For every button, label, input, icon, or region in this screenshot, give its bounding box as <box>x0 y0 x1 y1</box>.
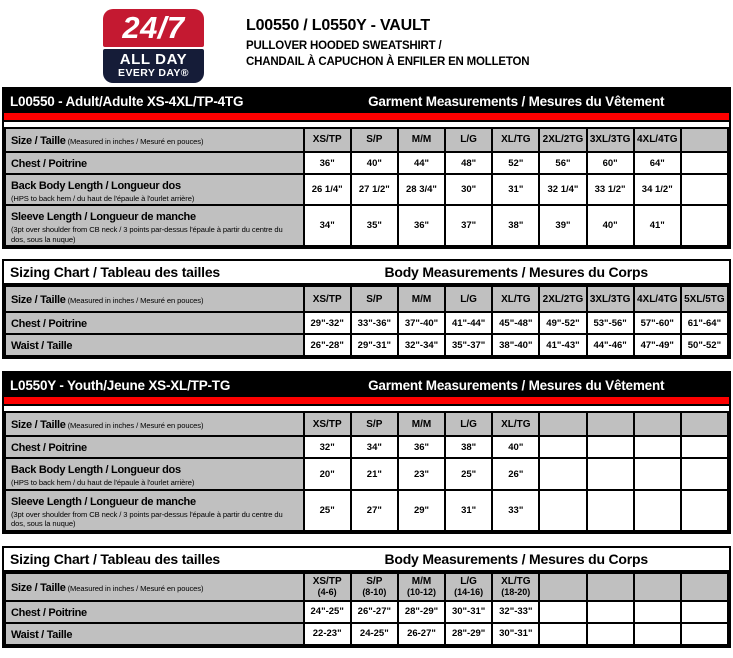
measurement-value-cell <box>681 490 728 531</box>
size-column-label: XL/TG <box>501 134 531 146</box>
measurement-value-cell: 60" <box>587 152 634 174</box>
section-measurements-title: Garment Measurements / Mesures du Vêtement <box>368 377 665 393</box>
measurement-value-cell <box>634 601 681 623</box>
size-column-label: S/P <box>366 293 383 305</box>
youth-body-measurements-table <box>2 546 731 648</box>
sizing-chart-header-row <box>4 261 729 285</box>
measurement-value-cell: 28"-29" <box>398 601 445 623</box>
size-column-header <box>445 128 492 152</box>
size-column-header <box>351 412 398 436</box>
measurement-value-cell: 40" <box>351 152 398 174</box>
measurement-value-cell <box>587 458 634 489</box>
measurement-value-cell: 25" <box>304 490 351 531</box>
size-label: Size / Taille <box>11 294 66 307</box>
measurement-value-cell: 41"-43" <box>539 334 586 356</box>
measurement-label-cell <box>5 174 304 205</box>
measurement-value-cell: 32 1/4" <box>539 174 586 205</box>
measurement-value-cell: 26 1/4" <box>304 174 351 205</box>
adult-garment-measurements-table <box>2 87 731 249</box>
measurement-label-cell <box>5 490 304 531</box>
size-column-label: XS/TP <box>312 575 342 587</box>
section-title: L00550 - Adult/Adulte XS-4XL/TP-4TG <box>10 93 244 109</box>
measurement-value-cell: 29"-32" <box>304 312 351 334</box>
size-column-header <box>492 286 539 312</box>
size-column-header <box>445 573 492 601</box>
size-column-label: XL/TG <box>501 293 531 305</box>
size-column-label: L/G <box>460 418 477 430</box>
size-measure-note: (Measured in inches / Mesuré en pouces) <box>65 583 204 593</box>
size-column-label: M/M <box>411 134 432 146</box>
measurement-note: (3pt over shoulder from CB neck / 3 points par-dessus l'épaule à partir du centre du dos, sous la nuque) <box>11 509 283 529</box>
measurement-value-cell: 32"-34" <box>398 334 445 356</box>
measurement-value-cell <box>587 490 634 531</box>
size-column-header <box>634 412 681 436</box>
measurement-value-cell: 28 3/4" <box>398 174 445 205</box>
size-column-header <box>681 128 728 152</box>
size-column-header <box>304 412 351 436</box>
size-column-range: (14-16) <box>454 587 484 598</box>
measurement-row <box>5 436 728 458</box>
size-column-label: 2XL/2TG <box>542 293 584 305</box>
measurement-value-cell: 29"-31" <box>351 334 398 356</box>
body-measurements-title: Body Measurements / Mesures du Corps <box>384 550 648 567</box>
size-column-label: 2XL/2TG <box>542 134 584 146</box>
section-title: L0550Y - Youth/Jeune XS-XL/TP-TG <box>10 377 231 393</box>
measurement-row <box>5 334 728 356</box>
measurement-label: Sleeve Length / Longueur de manche <box>11 495 196 508</box>
sizing-chart-title: Sizing Chart / Tableau des tailles <box>10 264 220 281</box>
measurement-label: Sleeve Length / Longueur de manche <box>11 211 196 224</box>
measurement-value-cell: 44" <box>398 152 445 174</box>
measurement-value-cell: 49"-52" <box>539 312 586 334</box>
measurement-label: Chest / Poitrine <box>11 318 87 331</box>
size-column-label: L/G <box>460 134 477 146</box>
measurement-value-cell: 24-25" <box>351 623 398 645</box>
measurement-value-cell: 34" <box>304 205 351 246</box>
measurement-value-cell <box>539 458 586 489</box>
measurement-value-cell: 38" <box>445 436 492 458</box>
measurement-value-cell <box>634 623 681 645</box>
size-column-label: M/M <box>411 575 432 587</box>
size-column-header <box>492 128 539 152</box>
size-column-label: 3XL/3TG <box>589 293 631 305</box>
size-header-row <box>5 128 728 152</box>
size-column-header <box>539 128 586 152</box>
measurement-value-cell <box>634 490 681 531</box>
measurement-value-cell: 35" <box>351 205 398 246</box>
size-column-header <box>539 573 586 601</box>
size-column-header <box>634 573 681 601</box>
measurements-grid <box>4 411 729 531</box>
measurements-grid <box>4 572 729 646</box>
body-measurements-title: Body Measurements / Mesures du Corps <box>384 264 648 281</box>
measurement-value-cell: 26"-27" <box>351 601 398 623</box>
measurement-value-cell: 31" <box>445 490 492 531</box>
measurement-value-cell: 37"-40" <box>398 312 445 334</box>
size-column-header <box>351 573 398 601</box>
measurement-label-cell <box>5 623 304 645</box>
size-column-header <box>398 412 445 436</box>
measurement-label-cell <box>5 312 304 334</box>
measurement-value-cell: 50"-52" <box>681 334 728 356</box>
size-column-range: (18-20) <box>501 587 531 598</box>
size-column-label: L/G <box>460 293 477 305</box>
measurement-value-cell: 53"-56" <box>587 312 634 334</box>
size-label-cell <box>5 412 304 436</box>
size-label: Size / Taille <box>11 419 66 432</box>
measurement-value-cell: 27 1/2" <box>351 174 398 205</box>
measurement-value-cell: 36" <box>398 436 445 458</box>
size-column-header <box>681 412 728 436</box>
size-header-row <box>5 286 728 312</box>
measurement-value-cell <box>681 436 728 458</box>
measurement-row <box>5 601 728 623</box>
measurement-value-cell: 45"-48" <box>492 312 539 334</box>
size-column-label: XL/TG <box>501 575 531 587</box>
measurement-row <box>5 312 728 334</box>
measurement-label-cell <box>5 436 304 458</box>
size-column-label: S/P <box>366 575 383 587</box>
size-column-label: M/M <box>411 293 432 305</box>
size-column-header <box>587 573 634 601</box>
measurement-note: (HPS to back hem / du haut de l'épaule à l'ourlet arrière) <box>11 194 195 203</box>
measurement-value-cell: 23" <box>398 458 445 489</box>
size-column-header <box>398 128 445 152</box>
logo-24-7-badge <box>103 9 204 47</box>
measurement-label: Chest / Poitrine <box>11 158 87 170</box>
size-column-label: XS/TP <box>312 418 342 430</box>
size-label-cell <box>5 286 304 312</box>
measurement-value-cell: 26-27" <box>398 623 445 645</box>
measurement-value-cell <box>634 458 681 489</box>
size-label: Size / Taille <box>11 581 66 594</box>
accent-stripe <box>4 113 729 122</box>
product-subtitle-fr: CHANDAIL À CAPUCHON À ENFILER EN MOLLETON <box>246 55 530 68</box>
logo-every-day-text: EVERY DAY® <box>118 67 189 79</box>
size-column-label: M/M <box>411 418 432 430</box>
product-subtitle-en: PULLOVER HOODED SWEATSHIRT / <box>246 40 442 52</box>
measurement-value-cell: 21" <box>351 458 398 489</box>
measurement-value-cell: 44"-46" <box>587 334 634 356</box>
size-measure-note: (Measured in inches / Mesuré en pouces) <box>65 421 204 431</box>
measurement-value-cell: 30" <box>445 174 492 205</box>
measurement-value-cell: 24"-25" <box>304 601 351 623</box>
measurement-value-cell: 34 1/2" <box>634 174 681 205</box>
measurement-note: (3pt over shoulder from CB neck / 3 points par-dessus l'épaule à partir du centre du dos, sous la nuque) <box>11 225 283 244</box>
measurement-value-cell: 29" <box>398 490 445 531</box>
measurement-label-cell <box>5 152 304 174</box>
measurement-value-cell: 38" <box>492 205 539 246</box>
measurement-value-cell <box>681 174 728 205</box>
measurement-value-cell <box>634 436 681 458</box>
measurement-value-cell <box>539 490 586 531</box>
size-column-label: L/G <box>460 575 477 587</box>
measurement-value-cell: 27" <box>351 490 398 531</box>
measurement-row <box>5 205 728 246</box>
measurement-value-cell <box>681 601 728 623</box>
measurement-value-cell: 26"-28" <box>304 334 351 356</box>
size-column-label: S/P <box>366 418 383 430</box>
size-column-header <box>587 128 634 152</box>
measurement-value-cell: 20" <box>304 458 351 489</box>
size-measure-note: (Measured in inches / Mesuré en pouces) <box>65 137 204 146</box>
measurement-label-cell <box>5 601 304 623</box>
product-title: L00550 / L0550Y - VAULT <box>246 17 430 34</box>
size-column-range: (10-12) <box>406 587 436 598</box>
measurement-label: Waist / Taille <box>11 628 73 641</box>
measurement-label-cell <box>5 205 304 246</box>
measurement-value-cell: 31" <box>492 174 539 205</box>
size-column-range: (8-10) <box>362 587 387 598</box>
size-column-label: 5XL/5TG <box>684 293 725 305</box>
size-column-header <box>445 286 492 312</box>
size-column-header <box>304 573 351 601</box>
measurement-value-cell: 41"-44" <box>445 312 492 334</box>
measurement-label-cell <box>5 458 304 489</box>
size-header-row <box>5 573 728 601</box>
size-column-label: 4XL/4TG <box>636 134 678 146</box>
measurement-value-cell: 38"-40" <box>492 334 539 356</box>
measurement-row <box>5 174 728 205</box>
size-column-header <box>681 286 728 312</box>
measurement-value-cell: 61"-64" <box>681 312 728 334</box>
measurement-value-cell <box>681 205 728 246</box>
measurement-value-cell: 40" <box>492 436 539 458</box>
measurement-note: (HPS to back hem / du haut de l'épaule à l'ourlet arrière) <box>11 478 195 488</box>
size-column-label: XS/TP <box>312 293 342 305</box>
measurement-value-cell: 35"-37" <box>445 334 492 356</box>
measurement-value-cell: 47"-49" <box>634 334 681 356</box>
size-column-header <box>492 573 539 601</box>
measurement-row <box>5 458 728 489</box>
product-title-block <box>246 17 529 70</box>
size-column-header <box>587 286 634 312</box>
measurement-label: Back Body Length / Longueur dos <box>11 180 181 192</box>
size-column-label: 3XL/3TG <box>589 134 631 146</box>
measurement-value-cell <box>539 436 586 458</box>
size-label-cell <box>5 573 304 601</box>
brand-logo <box>103 9 204 83</box>
measurements-grid <box>4 285 729 357</box>
size-column-header <box>351 286 398 312</box>
measurement-row <box>5 623 728 645</box>
measurement-value-cell <box>681 152 728 174</box>
measurement-value-cell: 37" <box>445 205 492 246</box>
section-measurements-title: Garment Measurements / Mesures du Vêtement <box>368 93 665 109</box>
measurement-value-cell: 26" <box>492 458 539 489</box>
adult-body-measurements-table <box>2 259 731 359</box>
measurement-label: Chest / Poitrine <box>11 606 87 619</box>
logo-24-7-text: 24/7 <box>122 10 185 45</box>
size-column-header <box>539 286 586 312</box>
measurement-value-cell: 25" <box>445 458 492 489</box>
measurement-value-cell <box>539 601 586 623</box>
sizing-chart-header-row <box>4 548 729 572</box>
size-header-row <box>5 412 728 436</box>
measurement-value-cell: 57"-60" <box>634 312 681 334</box>
measurement-label: Back Body Length / Longueur dos <box>11 464 181 477</box>
measurement-value-cell <box>587 436 634 458</box>
measurement-label-cell <box>5 334 304 356</box>
measurement-value-cell: 56" <box>539 152 586 174</box>
size-column-label: XS/TP <box>312 134 342 146</box>
section-header-bar <box>4 89 729 113</box>
measurement-value-cell <box>539 623 586 645</box>
measurement-value-cell: 28"-29" <box>445 623 492 645</box>
size-column-header <box>681 573 728 601</box>
measurement-value-cell: 36" <box>398 205 445 246</box>
accent-stripe <box>4 397 729 406</box>
size-column-header <box>634 286 681 312</box>
measurement-value-cell: 32" <box>304 436 351 458</box>
measurement-label: Waist / Taille <box>11 340 73 353</box>
size-column-header <box>304 286 351 312</box>
size-column-header <box>587 412 634 436</box>
measurement-value-cell: 36" <box>304 152 351 174</box>
measurement-value-cell <box>587 601 634 623</box>
size-label: Size / Taille <box>11 135 66 147</box>
logo-all-day-text: ALL DAY <box>119 51 188 68</box>
measurement-value-cell: 64" <box>634 152 681 174</box>
size-column-range: (4-6) <box>317 587 337 598</box>
document-header <box>0 0 733 87</box>
section-header-bar <box>4 373 729 397</box>
size-column-label: S/P <box>366 134 383 146</box>
size-column-header <box>634 128 681 152</box>
measurement-row <box>5 152 728 174</box>
size-column-header <box>398 286 445 312</box>
measurement-value-cell: 30"-31" <box>445 601 492 623</box>
measurement-row <box>5 490 728 531</box>
size-column-header <box>304 128 351 152</box>
measurement-label: Chest / Poitrine <box>11 442 87 455</box>
measurement-value-cell <box>587 623 634 645</box>
size-column-label: XL/TG <box>501 418 531 430</box>
size-column-header <box>539 412 586 436</box>
measurement-value-cell: 33"-36" <box>351 312 398 334</box>
measurement-value-cell: 34" <box>351 436 398 458</box>
size-column-header <box>398 573 445 601</box>
measurement-value-cell: 22-23" <box>304 623 351 645</box>
size-label-cell <box>5 128 304 152</box>
sizing-chart-title: Sizing Chart / Tableau des tailles <box>10 550 220 567</box>
measurement-value-cell: 33 1/2" <box>587 174 634 205</box>
measurement-value-cell: 40" <box>587 205 634 246</box>
measurement-value-cell: 48" <box>445 152 492 174</box>
logo-all-day-badge <box>103 49 204 83</box>
measurement-value-cell: 32"-33" <box>492 601 539 623</box>
size-column-header <box>445 412 492 436</box>
measurement-value-cell: 33" <box>492 490 539 531</box>
size-measure-note: (Measured in inches / Mesuré en pouces) <box>65 296 204 306</box>
measurement-value-cell <box>681 623 728 645</box>
youth-garment-measurements-table <box>2 371 731 533</box>
size-column-header <box>492 412 539 436</box>
size-column-label: 4XL/4TG <box>636 293 678 305</box>
measurement-value-cell: 41" <box>634 205 681 246</box>
measurement-value-cell <box>681 458 728 489</box>
measurement-value-cell: 39" <box>539 205 586 246</box>
size-column-header <box>351 128 398 152</box>
measurement-value-cell: 30"-31" <box>492 623 539 645</box>
measurement-value-cell: 52" <box>492 152 539 174</box>
measurements-grid <box>4 127 729 247</box>
